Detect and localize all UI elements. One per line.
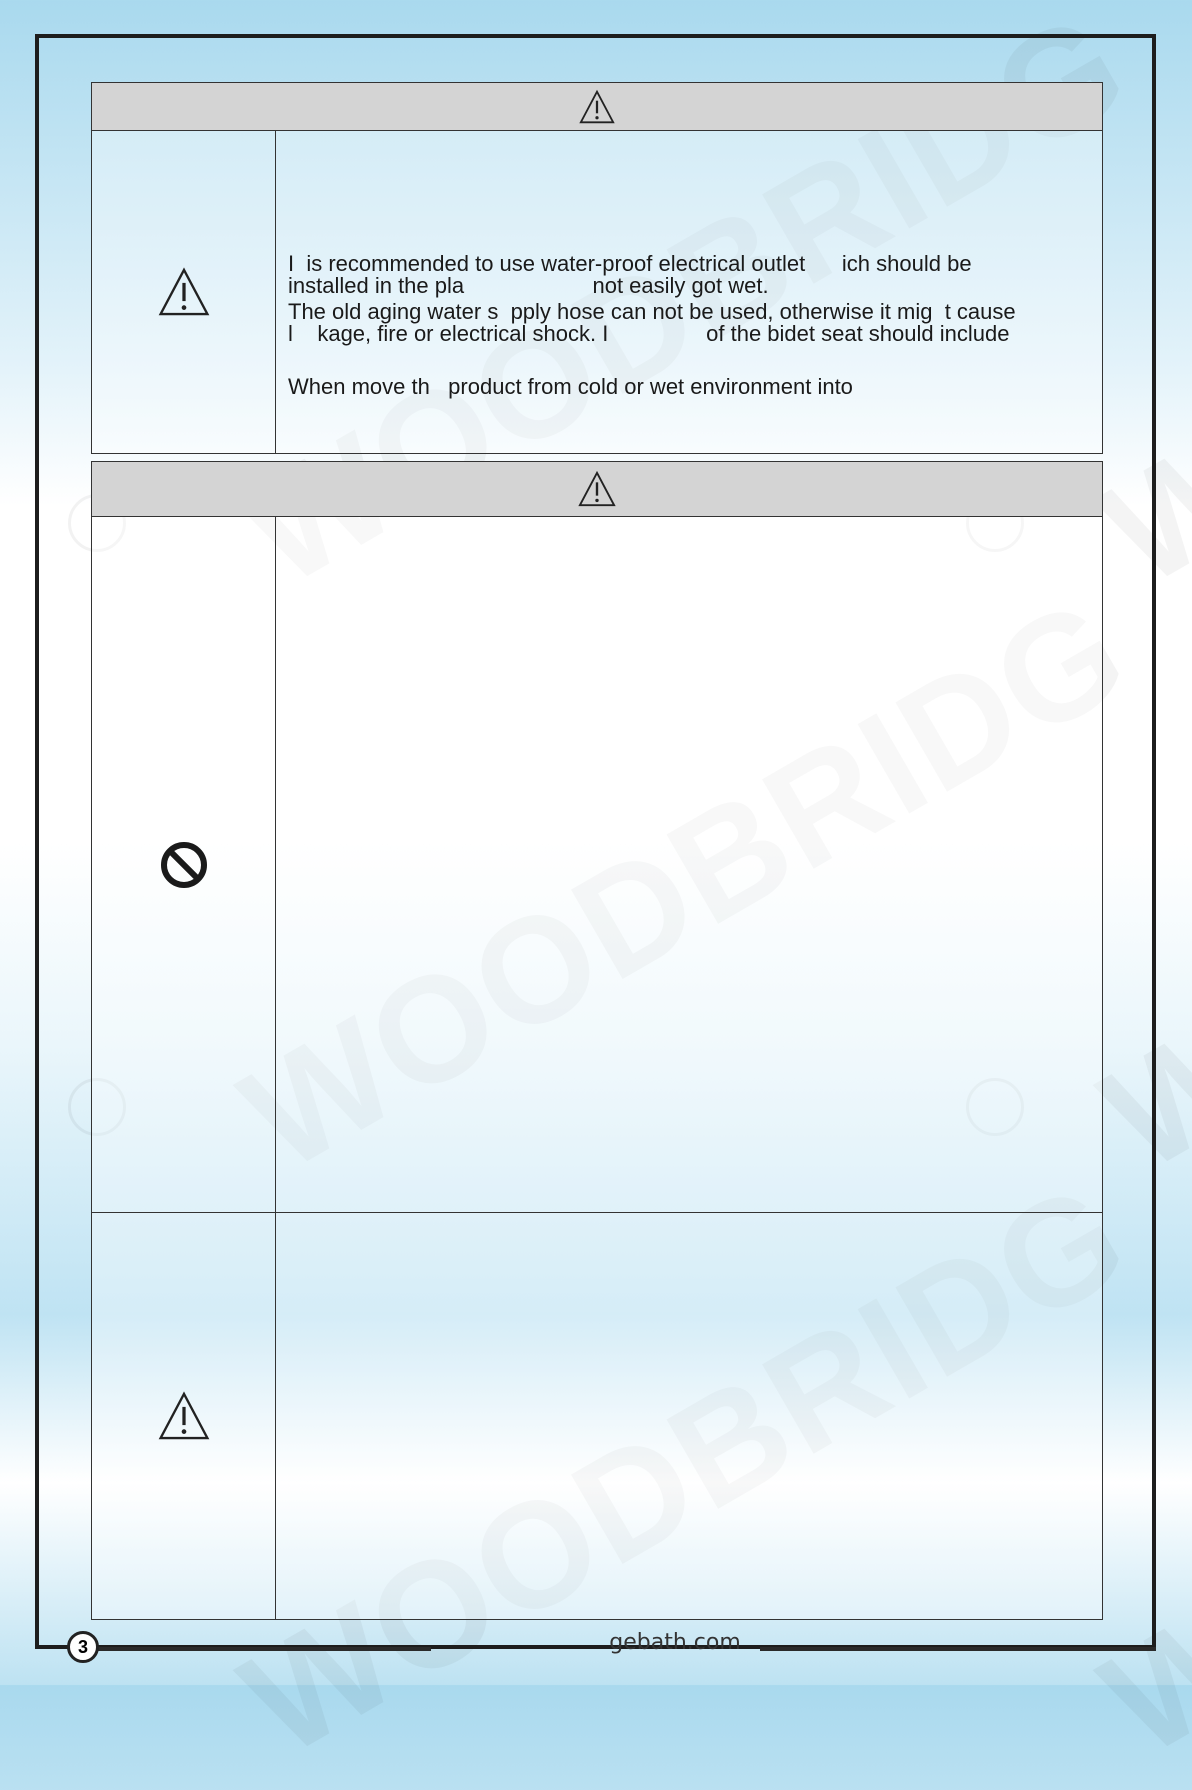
panel-header xyxy=(92,462,1102,517)
row-text xyxy=(288,253,1088,398)
warning-panel xyxy=(91,82,1103,454)
panel-row xyxy=(92,517,1102,1212)
panel-header xyxy=(92,83,1102,131)
warning-triangle-icon xyxy=(579,89,615,125)
footer-line-left xyxy=(96,1647,431,1651)
row-icon-cell xyxy=(92,131,276,453)
warning-triangle-icon xyxy=(578,470,616,508)
text-line: installed in the pla not easily got wet. xyxy=(288,273,769,298)
panel-row xyxy=(92,131,1102,453)
site-url: gebath.com xyxy=(609,1630,741,1655)
warning-triangle-icon xyxy=(158,1390,210,1442)
footer-line-right xyxy=(760,1647,1156,1651)
caution-panel xyxy=(91,461,1103,1620)
text-line: l kage, fire or electrical shock. I of the bidet seat should include xyxy=(288,321,1010,346)
prohibited-icon xyxy=(160,841,208,889)
row-icon-cell xyxy=(92,1212,276,1619)
row-icon-cell xyxy=(92,517,276,1212)
page-number: 3 xyxy=(67,1631,99,1663)
text-line: The old aging water s pply hose can not be used, otherwise it mig t cause xyxy=(288,299,1016,324)
text-line: When move th product from cold or wet environment into xyxy=(288,374,853,399)
warning-triangle-icon xyxy=(158,266,210,318)
text-line: I is recommended to use water-proof electrical outlet ich should be xyxy=(288,251,972,276)
panel-row xyxy=(92,1212,1102,1619)
